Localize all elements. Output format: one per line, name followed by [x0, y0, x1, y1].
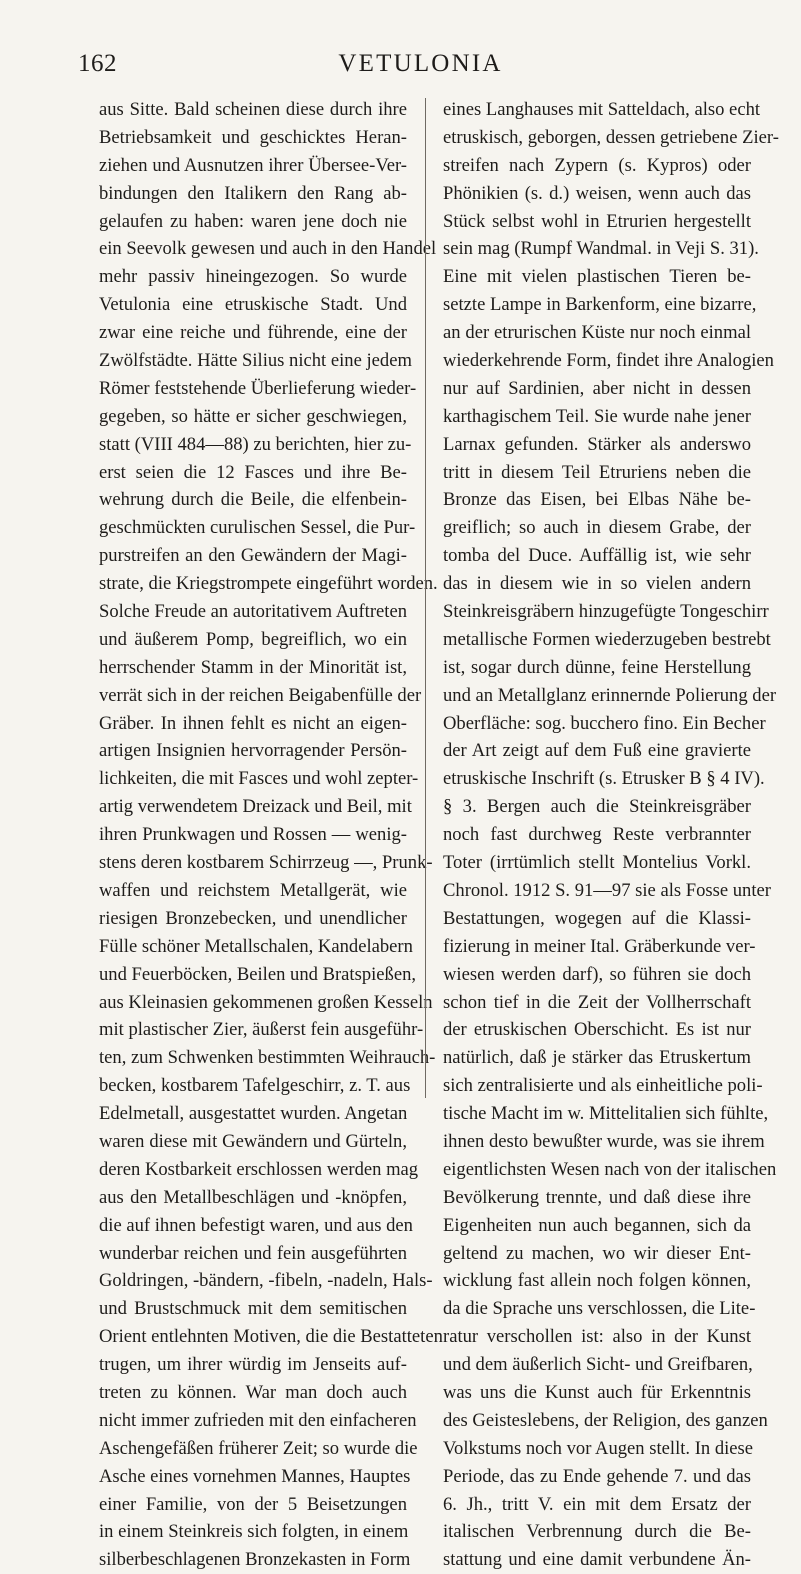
text-line: der Art zeigt auf dem Fuß eine gravierte	[443, 740, 751, 762]
text-line: fizierung in meiner Ital. Gräberkunde ver-	[443, 935, 756, 957]
text-line: geschmückten curulischen Sessel, die Pur-	[99, 517, 416, 539]
text-columns	[99, 96, 779, 1571]
text-line: mit plastischer Zier, äußerst fein ausgeführ-	[99, 1019, 424, 1041]
text-line: Larnax gefunden. Stärker als anderswo	[443, 433, 751, 455]
text-line: Periode, das zu Ende gehende 7. und das	[443, 1465, 751, 1487]
text-line: ein Seevolk gewesen und auch in den Handel	[99, 238, 437, 260]
text-line: Phönikien (s. d.) weisen, wenn auch das	[443, 182, 751, 204]
text-line: Chronol. 1912 S. 91—97 sie als Fosse unter	[443, 879, 771, 901]
text-line: das in diesem wie in so vielen andern	[443, 573, 751, 595]
text-line: herrschender Stamm in der Minorität ist,	[99, 656, 407, 678]
text-line: tomba del Duce. Auffällig ist, wie sehr	[443, 545, 751, 567]
text-line: riesigen Bronzebecken, und unendlicher	[99, 907, 407, 929]
running-head: VETULONIA	[338, 50, 503, 77]
text-line: etruskisch, geborgen, dessen getriebene Zier-	[443, 126, 779, 148]
text-line: Zwölfstädte. Hätte Silius nicht eine jedem	[99, 350, 412, 372]
text-line: silberbeschlagenen Bronzekasten in Form	[99, 1549, 411, 1571]
text-line: statt (VIII 484—88) zu berichten, hier zu-	[99, 433, 412, 455]
text-line: noch fast durchweg Reste verbrannter	[443, 824, 751, 846]
text-line: ihren Prunkwagen und Rossen — wenig-	[99, 824, 407, 846]
text-line: erst seien die 12 Fasces und ihre Be-	[99, 461, 407, 483]
text-line: Stück selbst wohl in Etrurien hergestellt	[443, 210, 751, 232]
text-line: ratur verschollen ist: also in der Kunst	[443, 1326, 751, 1348]
text-line: metallische Formen wiederzugeben bestrebt	[443, 628, 771, 650]
text-line: Goldringen, -bändern, -fibeln, -nadeln, Hals-	[99, 1270, 433, 1292]
text-line: wicklung fast allein noch folgen können,	[443, 1270, 751, 1292]
text-line: die auf ihnen befestigt waren, und aus den	[99, 1214, 413, 1236]
text-line: ist, sogar durch dünne, feine Herstellung	[443, 656, 751, 678]
text-line: purstreifen an den Gewändern der Magi-	[99, 545, 407, 567]
text-line: eigentlichsten Wesen nach von der italischen	[443, 1158, 777, 1180]
text-line: Eine mit vielen plastischen Tieren be-	[443, 266, 751, 288]
text-line: Edelmetall, ausgestattet wurden. Angetan	[99, 1103, 408, 1125]
text-line: schon tief in die Zeit der Vollherrschaft	[443, 991, 751, 1013]
column-divider	[425, 98, 426, 1098]
text-line: aus Sitte. Bald scheinen diese durch ihre	[99, 99, 407, 120]
text-line: Fülle schöner Metallschalen, Kandelabern	[99, 935, 413, 957]
text-line: ziehen und Ausnutzen ihrer Übersee-Ver-	[99, 154, 407, 176]
text-line: ihnen desto bewußter wurde, was sie ihrem	[443, 1130, 765, 1152]
text-line: und an Metallglanz erinnernde Polierung der	[443, 684, 777, 706]
text-line: etruskische Inschrift (s. Etrusker B § 4 IV).	[443, 768, 765, 790]
text-line: Aschengefäßen früherer Zeit; so wurde die	[99, 1437, 418, 1459]
text-line: artigen Insignien hervorragender Persön-	[99, 740, 407, 762]
text-line: sein mag (Rumpf Wandmal. in Veji S. 31).	[443, 238, 759, 260]
text-line: treten zu können. War man doch auch	[99, 1381, 407, 1403]
text-line: mehr passiv hineingezogen. So wurde	[99, 266, 407, 288]
text-line: verrät sich in der reichen Beigabenfülle der	[99, 684, 422, 706]
text-line: aus den Metallbeschlägen und -knöpfen,	[99, 1186, 407, 1208]
text-line: wunderbar reichen und fein ausgeführten	[99, 1242, 407, 1264]
text-line: trugen, um ihrer würdig im Jenseits auf-	[99, 1354, 407, 1376]
text-line: Volkstums noch vor Augen stellt. In diese	[443, 1437, 754, 1459]
text-line: in einem Steinkreis sich folgten, in einem	[99, 1521, 409, 1543]
text-line: einer Familie, von der 5 Beisetzungen	[99, 1493, 407, 1515]
text-line: Eigenheiten nun auch begannen, sich da	[443, 1214, 751, 1236]
text-line: Gräber. In ihnen fehlt es nicht an eigen-	[99, 712, 407, 734]
text-line: italischen Verbrennung durch die Be-	[443, 1521, 751, 1543]
text-line: streifen nach Zypern (s. Kypros) oder	[443, 154, 751, 176]
text-line: Römer feststehende Überlieferung wieder-	[99, 377, 417, 399]
text-line: da die Sprache uns verschlossen, die Lite-	[443, 1298, 756, 1320]
text-line: zwar eine reiche und führende, eine der	[99, 322, 407, 344]
text-line: Bestattungen, wogegen auf die Klassi-	[443, 907, 751, 929]
text-line: und Brustschmuck mit dem semitischen	[99, 1298, 407, 1320]
text-line: und Feuerböcken, Beilen und Bratspießen,	[99, 963, 417, 985]
text-line: Bronze das Eisen, bei Elbas Nähe be-	[443, 489, 751, 511]
text-line: § 3. Bergen auch die Steinkreisgräber	[443, 796, 751, 818]
text-line: ten, zum Schwenken bestimmten Weihrauch-	[99, 1047, 436, 1069]
text-line: wiederkehrende Form, findet ihre Analogien	[443, 350, 774, 372]
text-line: wiesen werden darf), so führen sie doch	[443, 963, 751, 985]
text-line: Oberfläche: sog. bucchero fino. Ein Becher	[443, 712, 766, 734]
text-line: nur auf Sardinien, aber nicht in dessen	[443, 377, 751, 399]
text-line: was uns die Kunst auch für Erkenntnis	[443, 1381, 751, 1403]
text-line: und dem äußerlich Sicht- und Greifbaren,	[443, 1354, 753, 1376]
text-line: Steinkreisgräbern hinzugefügte Tongeschirr	[443, 601, 769, 623]
right-column	[443, 96, 779, 1574]
text-line: Orient entlehnten Motiven, die die Bestatteten	[99, 1326, 443, 1348]
text-line: Bevölkerung trennte, und daß diese ihre	[443, 1186, 751, 1208]
text-line: stattung und eine damit verbundene Än-	[443, 1549, 751, 1571]
text-line: artig verwendetem Dreizack und Beil, mit	[99, 796, 412, 818]
text-line: geltend zu machen, wo wir dieser Ent-	[443, 1242, 751, 1264]
text-line: gelaufen zu haben: waren jene doch nie	[99, 210, 407, 232]
text-line: stens deren kostbarem Schirrzeug —, Prunk-	[99, 852, 433, 874]
text-line: eines Langhauses mit Satteldach, also echt	[443, 99, 761, 120]
text-line: greiflich; so auch in diesem Grabe, der	[443, 517, 751, 539]
left-column	[99, 96, 443, 1574]
text-line: Vetulonia eine etruskische Stadt. Und	[99, 294, 407, 316]
text-line: nicht immer zufrieden mit den einfacheren	[99, 1409, 417, 1431]
text-line: der etruskischen Oberschicht. Es ist nur	[443, 1019, 751, 1041]
text-line: waren diese mit Gewändern und Gürteln,	[99, 1130, 407, 1152]
text-line: aus Kleinasien gekommenen großen Kesseln	[99, 991, 433, 1013]
text-line: waffen und reichstem Metallgerät, wie	[99, 879, 407, 901]
text-line: und äußerem Pomp, begreiflich, wo ein	[99, 628, 407, 650]
text-line: an der etrurischen Küste nur noch einmal	[443, 322, 751, 344]
text-line: 6. Jh., tritt V. ein mit dem Ersatz der	[443, 1493, 751, 1515]
text-line: becken, kostbarem Tafelgeschirr, z. T. aus	[99, 1075, 411, 1097]
text-line: deren Kostbarkeit erschlossen werden mag	[99, 1158, 419, 1180]
text-line: Betriebsamkeit und geschicktes Heran-	[99, 126, 407, 148]
text-line: natürlich, daß je stärker das Etruskertum	[443, 1047, 751, 1069]
page-number: 162	[78, 50, 117, 77]
text-line: des Geisteslebens, der Religion, des ganzen	[443, 1409, 768, 1431]
text-line: wehrung durch die Beile, die elfenbein-	[99, 489, 407, 511]
text-line: tritt in diesem Teil Etruriens neben die	[443, 461, 751, 483]
text-line: sich zentralisierte und als einheitliche poli-	[443, 1075, 763, 1097]
text-line: bindungen den Italikern den Rang ab-	[99, 182, 407, 204]
text-line: Toter (irrtümlich stellt Montelius Vorkl.	[443, 852, 751, 874]
text-line: strate, die Kriegstrompete eingeführt worden.	[99, 573, 438, 595]
text-line: Asche eines vornehmen Mannes, Hauptes	[99, 1465, 411, 1487]
text-line: lichkeiten, die mit Fasces und wohl zepter-	[99, 768, 419, 790]
text-line: tische Macht im w. Mittelitalien sich fühlte,	[443, 1103, 769, 1125]
text-line: gegeben, so hätte er sicher geschwiegen,	[99, 405, 407, 427]
text-line: karthagischem Teil. Sie wurde nahe jener	[443, 405, 751, 427]
text-line: Solche Freude an autoritativem Auftreten	[99, 601, 407, 623]
text-line: setzte Lampe in Barkenform, eine bizarre,	[443, 294, 757, 316]
